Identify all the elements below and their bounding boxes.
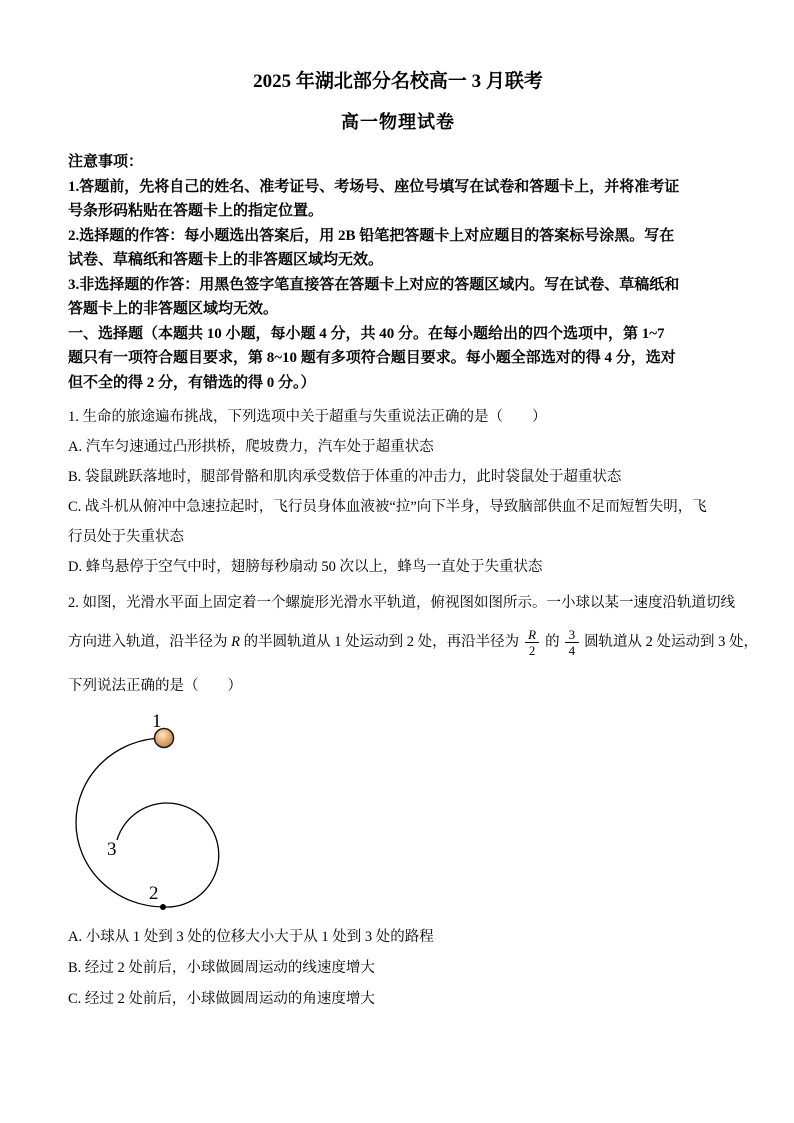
question-2-stem-line-2 [68,618,759,666]
question-2-option-c: C. 经过 2 处前后，小球做圆周运动的角速度增大 [68,991,375,1007]
figure-label-point-1: 1 [152,711,162,732]
question-1-option-d: D. 蜂鸟悬停于空气中时，翅膀每秒扇动 50 次以上，蜂鸟一直处于失重状态 [68,559,543,575]
question-1-option-a: A. 汽车匀速通过凸形拱桥，爬坡费力，汽车处于超重状态 [68,439,434,455]
section-header-line-2: 题只有一项符合题目要求，第 8~10 题有多项符合题目要求。每小题全部选对的得 4 分，选对 [68,350,676,366]
q2-text-mid2: 的 [545,634,560,650]
notice-line-3: 2.选择题的作答：每小题选出答案后，用 2B 铅笔把答题卡上对应题目的答案标号涂黑。写在 [68,227,675,244]
notice-heading: 注意事项： [68,154,144,170]
q2-text-mid1: 的半圆轨道从 1 处运动到 2 处，再沿半径为 [239,634,520,650]
figure-label-point-3: 3 [107,839,117,860]
question-2-option-a: A. 小球从 1 处到 3 处的位移大小大于从 1 处到 3 处的路程 [68,929,434,945]
question-1 [68,402,728,582]
fraction-3-over-4 [565,627,580,659]
fraction-r-over-2 [524,627,540,659]
page-content [68,0,759,1015]
question-1-option-c-line-2: 行员处于失重状态 [68,529,184,545]
fraction-numerator: R [528,626,537,642]
notice-line-2: 号条形码粘贴在答题卡上的指定位置。 [68,203,324,219]
notice-line-4: 试卷、草稿纸和答题卡上的非答题区域均无效。 [68,252,384,268]
question-1-option-c-line-1: C. 战斗机从俯冲中急速拉起时，飞行员身体血液被“拉”向下半身，导致脑部供血不足而短暂失明，飞 [68,499,707,515]
exam-title: 2025 年湖北部分名校高一 3 月联考 [253,71,543,92]
question-2-stem-line-1: 2. 如图，光滑水平面上固定着一个螺旋形光滑水平轨道，俯视图如图所示。一小球以某一速度沿轨道切线 [68,595,735,611]
exam-subtitle: 高一物理试卷 [341,112,455,132]
notice-section [68,150,728,395]
fraction-denominator: 4 [565,642,580,659]
notice-line-6: 答题卡上的非答题区域均无效。 [68,301,279,317]
q2-radius-symbol: R [231,634,240,650]
question-2-options [68,922,728,1015]
inner-three-quarter-track [117,803,219,907]
section-header-line-1: 一、选择题（本题共 10 小题，每小题 4 分，共 40 分。在每小题给出的四个选项中，第 1~7 [68,325,665,342]
question-1-option-b: B. 袋鼠跳跃落地时，腿部骨骼和肌肉承受数倍于体重的冲击力，此时袋鼠处于超重状态 [68,469,622,485]
fraction-denominator: 2 [525,642,540,659]
question-2-option-b: B. 经过 2 处前后，小球做圆周运动的线速度增大 [68,960,375,976]
notice-line-1: 1.答题前，先将自己的姓名、准考证号、考场号、座位号填写在试卷和答题卡上，并将准考证 [68,178,680,195]
question-2-stem-line-3: 下列说法正确的是（ ） [68,678,242,694]
outer-semicircle-track [76,738,164,907]
q2-text-pre: 方向进入轨道，沿半径为 [68,634,232,650]
fraction-numerator: 3 [568,626,576,642]
question-1-stem: 1. 生命的旅途遍布挑战，下列选项中关于超重与失重说法正确的是（ ） [68,409,547,425]
point-2-dot [160,904,166,910]
q2-text-post: 圆轨道从 2 处运动到 3 处， [584,634,759,650]
spiral-track-figure [55,697,285,919]
section-header-line-3: 但不全的得 2 分，有错选的得 0 分。） [68,374,316,391]
question-2 [68,590,759,1015]
figure-label-point-2: 2 [149,883,159,904]
notice-line-5: 3.非选择题的作答：用黑色签字笔直接答在答题卡上对应的答题区域内。写在试卷、草稿纸和 [68,276,680,293]
